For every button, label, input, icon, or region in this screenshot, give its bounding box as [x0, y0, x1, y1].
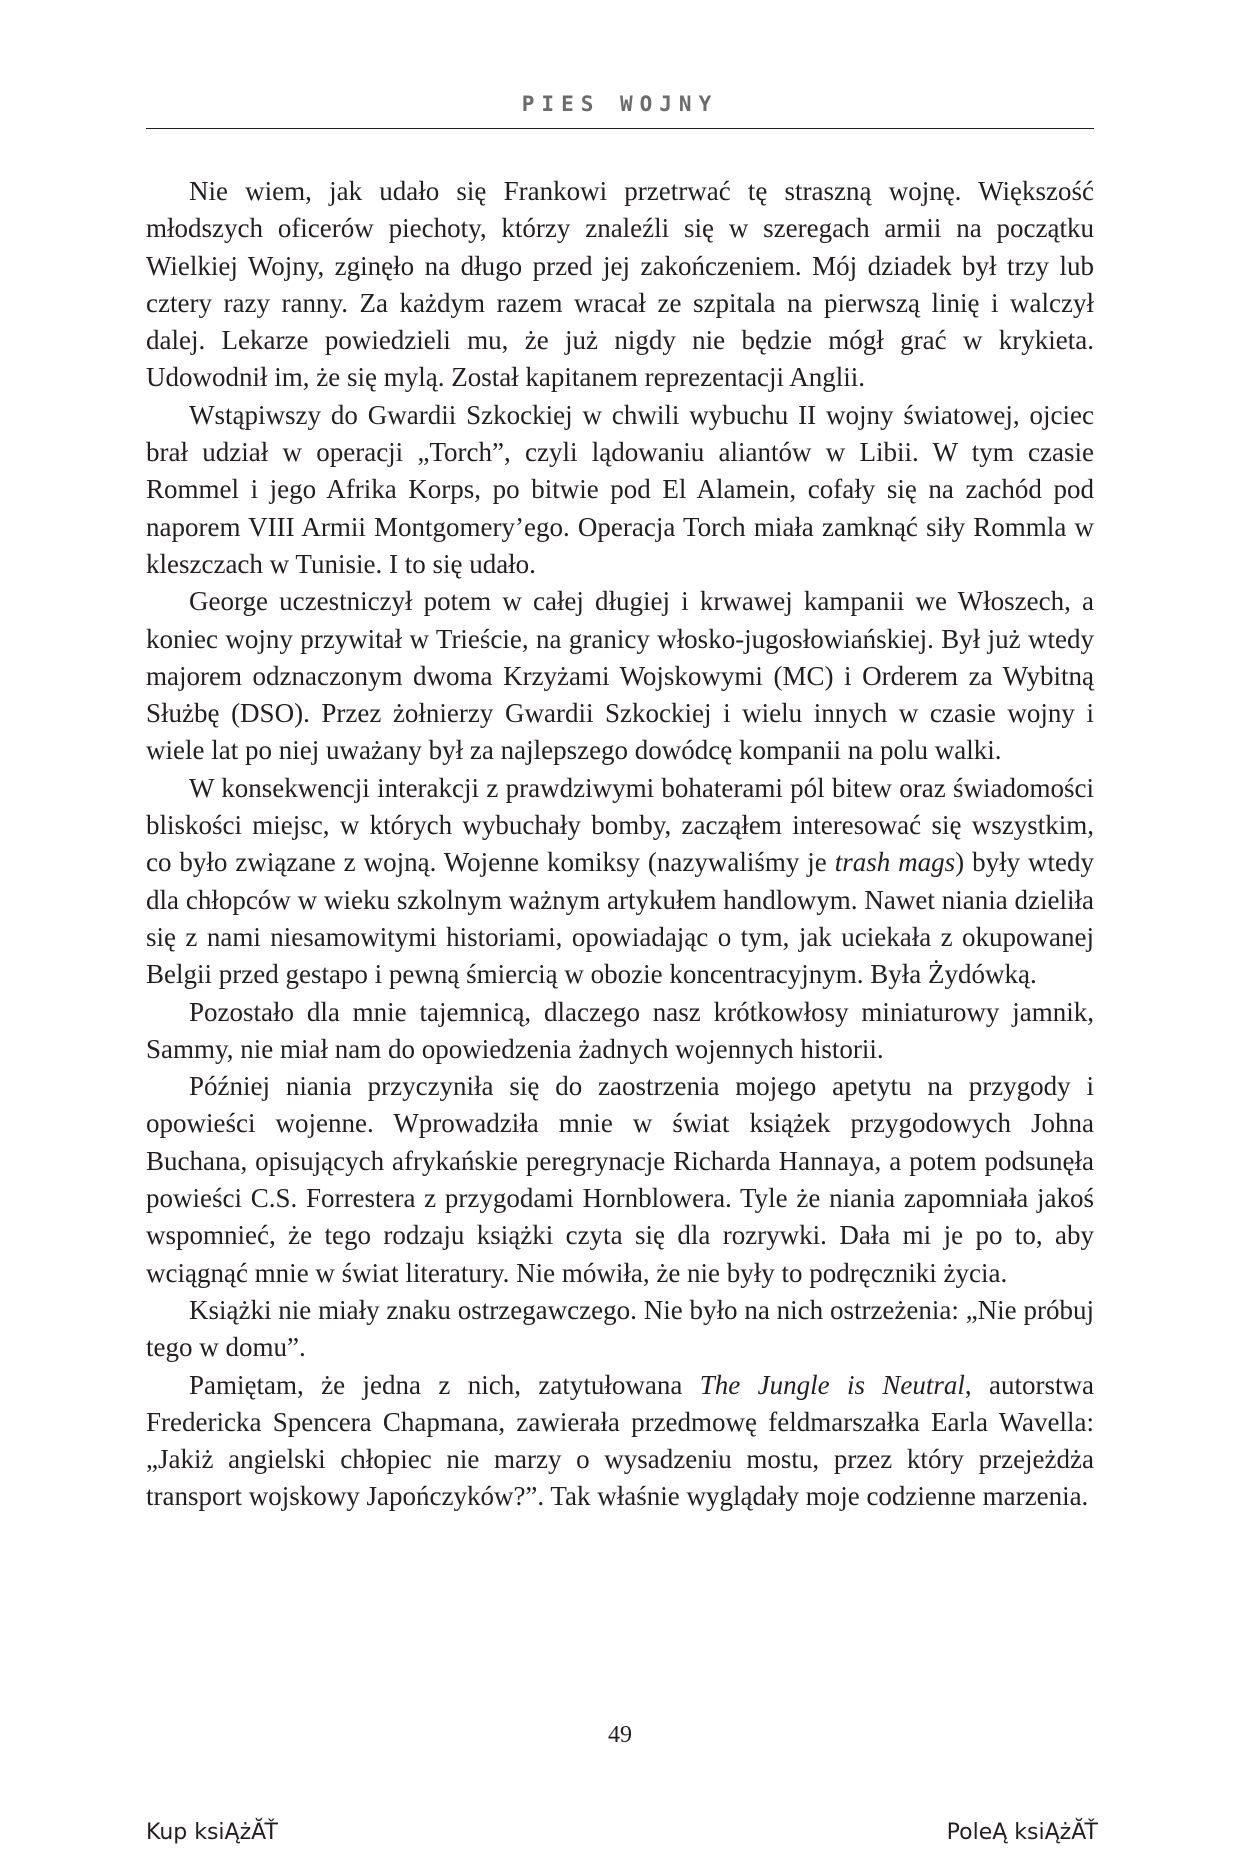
- text-run: George uczestniczył potem w całej długiej i krwawej kampanii we Włoszech, a koniec wojny przywitał w Trieście, na granicy włosko-jugosłowiańskiej. Był już wtedy majorem odznaczonym dwoma Krzyżami Wojskowymi (MC) i Orderem za Wybitną Służbę (DSO). Przez żołnierzy Gwardii Szkockiej i wielu innych w czasie wojny i wiele lat po niej uważany był za najlepszego dowódcę kompanii na polu walki.: [146, 586, 1094, 766]
- paragraph: [146, 1068, 1094, 1292]
- italic-title: trash mags: [834, 847, 956, 878]
- buy-book-link[interactable]: Kup ksiĄżĂŤ: [146, 1820, 278, 1845]
- text-run: Pozostało dla mnie tajemnicą, dlaczego nasz krótkowłosy miniaturowy jamnik, Sammy, nie miał nam do opowiedzenia żadnych wojennych historii.: [146, 996, 1094, 1064]
- text-run: Pamiętam, że jedna z nich, zatytułowana: [189, 1369, 700, 1400]
- paragraph: [146, 583, 1094, 769]
- paragraph: [146, 1367, 1094, 1516]
- paragraph: [146, 1292, 1094, 1367]
- page-number: 49: [608, 1722, 632, 1748]
- recommend-book-link[interactable]: PoleĄ ksiĄżĂŤ: [946, 1820, 1098, 1845]
- text-run: Nie wiem, jak udało się Frankowi przetrwać tę straszną wojnę. Większość młodszych oficerów piechoty, którzy znaleźli się w szeregach armii na początku Wielkiej Wojny, zginęło na długo przed jej zakończeniem. Mój dziadek był trzy lub cztery razy ranny. Za każdym razem wracał ze szpitala na pierwszą linię i walczył dalej. Lekarze powiedzieli mu, że już nigdy nie będzie mógł grać w krykieta. Udowodnił im, że się mylą. Został kapitanem reprezentacji Anglii.: [146, 176, 1094, 393]
- text-run: ) były wtedy dla chłopców w wieku szkolnym ważnym artykułem handlowym. Nawet niania dzieliła się z nami niesamowitymi historiami, opowiadając o tym, jak uciekała z okupowanej Belgii przed gestapo i pewną śmiercią w obozie koncentracyjnym. Była Żydówką.: [146, 847, 1094, 990]
- paragraph: [146, 173, 1094, 397]
- body-text: [146, 173, 1094, 1516]
- header-rule: [146, 128, 1094, 129]
- italic-title: The Jungle is Neutral: [699, 1369, 965, 1400]
- paragraph: [146, 770, 1094, 994]
- text-run: Później niania przyczyniła się do zaostrzenia mojego apetytu na przygody i opowieści wojenne. Wprowadziła mnie w świat książek przygodowych Johna Buchana, opisujących afrykańskie peregrynacje Richarda Hannaya, a potem podsunęła powieści C.S. Forrestera z przygodami Hornblowera. Tyle że niania zapomniała jakoś wspomnieć, że tego rodzaju książki czyta się dla rozrywki. Dała mi je po to, aby wciągnąć mnie w świat literatury. Nie mówiła, że nie były to podręczniki życia.: [146, 1071, 1094, 1288]
- paragraph: [146, 397, 1094, 583]
- text-run: , autorstwa Fredericka Spencera Chapmana, zawierała przedmowę feldmarszałka Earla Wavella: „Jakiż angielski chłopiec nie marzy o wysadzeniu mostu, przez który przejeżdża transport wojskowy Japończyków?”. Tak właśnie wyglądały moje codzienne marzenia.: [146, 1369, 1094, 1512]
- text-run: Wstąpiwszy do Gwardii Szkockiej w chwili wybuchu II wojny światowej, ojciec brał udział w operacji „Torch”, czyli lądowaniu aliantów w Libii. W tym czasie Rommel i jego Afrika Korps, po bitwie pod El Alamein, cofały się na zachód pod naporem VIII Armii Montgomery’ego. Operacja Torch miała zamknąć siły Rommla w kleszczach w Tunisie. I to się udało.: [146, 399, 1094, 579]
- paragraph: [146, 994, 1094, 1069]
- text-run: W konsekwencji interakcji z prawdziwymi bohaterami pól bitew oraz świadomości bliskości miejsc, w których wybuchały bomby, zacząłem interesować się wszystkim, co było związane z wojną. Wojenne komiksy (nazywaliśmy je: [146, 772, 1094, 878]
- running-title: PIES WOJNY: [521, 92, 719, 116]
- text-run: Książki nie miały znaku ostrzegawczego. Nie było na nich ostrzeżenia: „Nie próbuj tego w domu”.: [146, 1294, 1094, 1363]
